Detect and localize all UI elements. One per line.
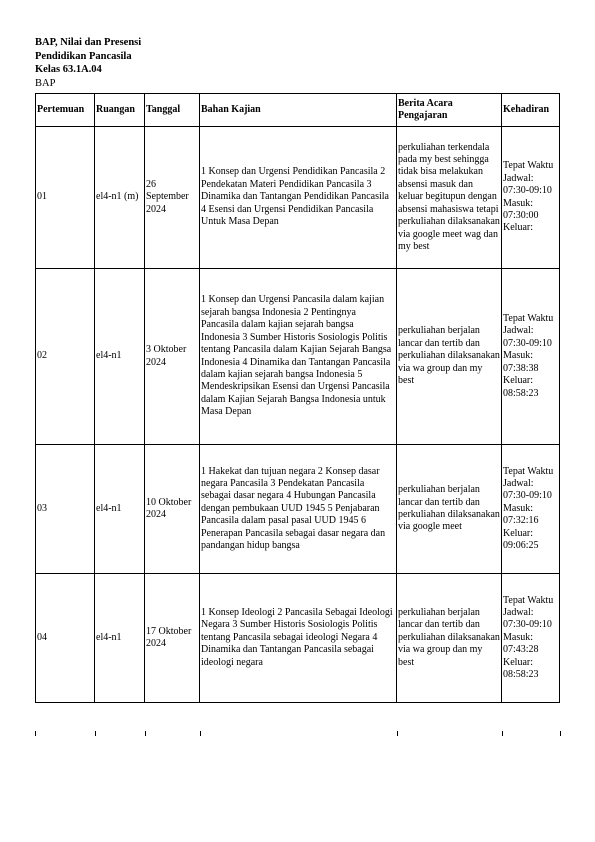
cell-berita-acara: perkuliahan berjalan lancar dan tertib dan perkuliahan dilaksanakan via google meet <box>397 445 502 574</box>
class-name: Kelas 63.1A.04 <box>35 64 102 76</box>
cell-bahan-kajian: 1 Hakekat dan tujuan negara 2 Konsep dasar negara Pancasila 3 Pendekatan Pancasila sebagai dasar negara 4 Hubungan Pancasila dengan pembukaan UUD 1945 5 Penjabaran Pancasila dalam pasal pasal UUD 1945 6 Penerapan Pancasila sebagai dasar negara dan pandangan hidup bangsa <box>200 445 397 574</box>
cell-pertemuan: 01 <box>36 127 95 269</box>
cell-ruangan: el4-n1 (m) <box>95 127 145 269</box>
document-title: BAP, Nilai dan Presensi <box>35 37 142 48</box>
column-header-pertemuan: Pertemuan <box>36 94 95 127</box>
cell-ruangan: el4-n1 <box>95 574 145 703</box>
column-header-tanggal: Tanggal <box>145 94 200 127</box>
column-header-kehadiran: Kehadiran <box>502 94 560 127</box>
cell-kehadiran: Tepat Waktu Jadwal: 07:30-09:10 Masuk: 07:38:38 Keluar: 08:58:23 <box>502 269 560 445</box>
document-header <box>35 36 141 90</box>
cell-bahan-kajian: 1 Konsep dan Urgensi Pancasila dalam kajian sejarah bangsa Indonesia 2 Pentingnya Pancasila dalam kajian sejarah bangsa Indonesia 3 Sumber Historis Sosiologis Politis tentang Pancasila dalam Kajian Sejarah Bangsa Indonesia 4 Dinamika dan Tantangan Pancasila dalam kajian sejarah bangsa Indonesia 5 Mendeskripsikan Esensi dan Urgensi Pancasila dalam Kajian Sejarah Bangsa Indonesia untuk Masa Depan <box>200 269 397 445</box>
column-header-bahan-kajian: Bahan Kajian <box>200 94 397 127</box>
cell-tanggal: 3 Oktober 2024 <box>145 269 200 445</box>
course-name: Pendidikan Pancasila <box>35 50 132 62</box>
cell-berita-acara: perkuliahan terkendala pada my best sehingga tidak bisa melakukan absensi masuk dan keluar begitupun dengan absensi mahasiswa tetapi perkuliahan dilaksanakan via google meet wag dan my best <box>397 127 502 269</box>
cell-pertemuan: 04 <box>36 574 95 703</box>
cell-kehadiran: Tepat Waktu Jadwal: 07:30-09:10 Masuk: 07:32:16 Keluar: 09:06:25 <box>502 445 560 574</box>
column-header-berita-acara: Berita Acara Pengajaran <box>397 94 502 127</box>
column-divider <box>200 731 201 736</box>
cell-tanggal: 17 Oktober 2024 <box>145 574 200 703</box>
cell-berita-acara: perkuliahan berjalan lancar dan tertib dan perkuliahan dilaksanakan via wa group dan my best <box>397 574 502 703</box>
cell-ruangan: el4-n1 <box>95 445 145 574</box>
cell-kehadiran: Tepat Waktu Jadwal: 07:30-09:10 Masuk: 07:30:00 Keluar: <box>502 127 560 269</box>
cell-ruangan: el4-n1 <box>95 269 145 445</box>
column-header-ruangan: Ruangan <box>95 94 145 127</box>
cell-berita-acara: perkuliahan berjalan lancar dan tertib dan perkuliahan dilaksanakan via wa group dan my best <box>397 269 502 445</box>
section-label: BAP <box>35 77 56 89</box>
cell-bahan-kajian: 1 Konsep dan Urgensi Pendidikan Pancasila 2 Pendekatan Materi Pendidikan Pancasila 3 Dinamika dan Tantangan Pendidikan Pancasila 4 Esensi dan Urgensi Pendidikan Pancasila Untuk Masa Depan <box>200 127 397 269</box>
table-header-row <box>36 94 560 127</box>
cell-tanggal: 10 Oktober 2024 <box>145 445 200 574</box>
cell-kehadiran: Tepat Waktu Jadwal: 07:30-09:10 Masuk: 07:43:28 Keluar: 08:58:23 <box>502 574 560 703</box>
cell-pertemuan: 03 <box>36 445 95 574</box>
table-row <box>36 127 560 269</box>
cell-tanggal: 26 September 2024 <box>145 127 200 269</box>
bap-table <box>35 93 560 703</box>
column-divider <box>502 731 503 736</box>
column-divider <box>397 731 398 736</box>
table-continuation <box>35 731 561 736</box>
table-row <box>36 445 560 574</box>
table-row <box>36 269 560 445</box>
table-row <box>36 574 560 703</box>
cell-bahan-kajian: 1 Konsep Ideologi 2 Pancasila Sebagai Ideologi Negara 3 Sumber Historis Sosiologis Politis tentang Pancasila sebagai ideologi Negara 4 Dinamika dan Tantangan Pancasila sebagai ideologi negara <box>200 574 397 703</box>
cell-pertemuan: 02 <box>36 269 95 445</box>
column-divider <box>145 731 146 736</box>
column-divider <box>95 731 96 736</box>
